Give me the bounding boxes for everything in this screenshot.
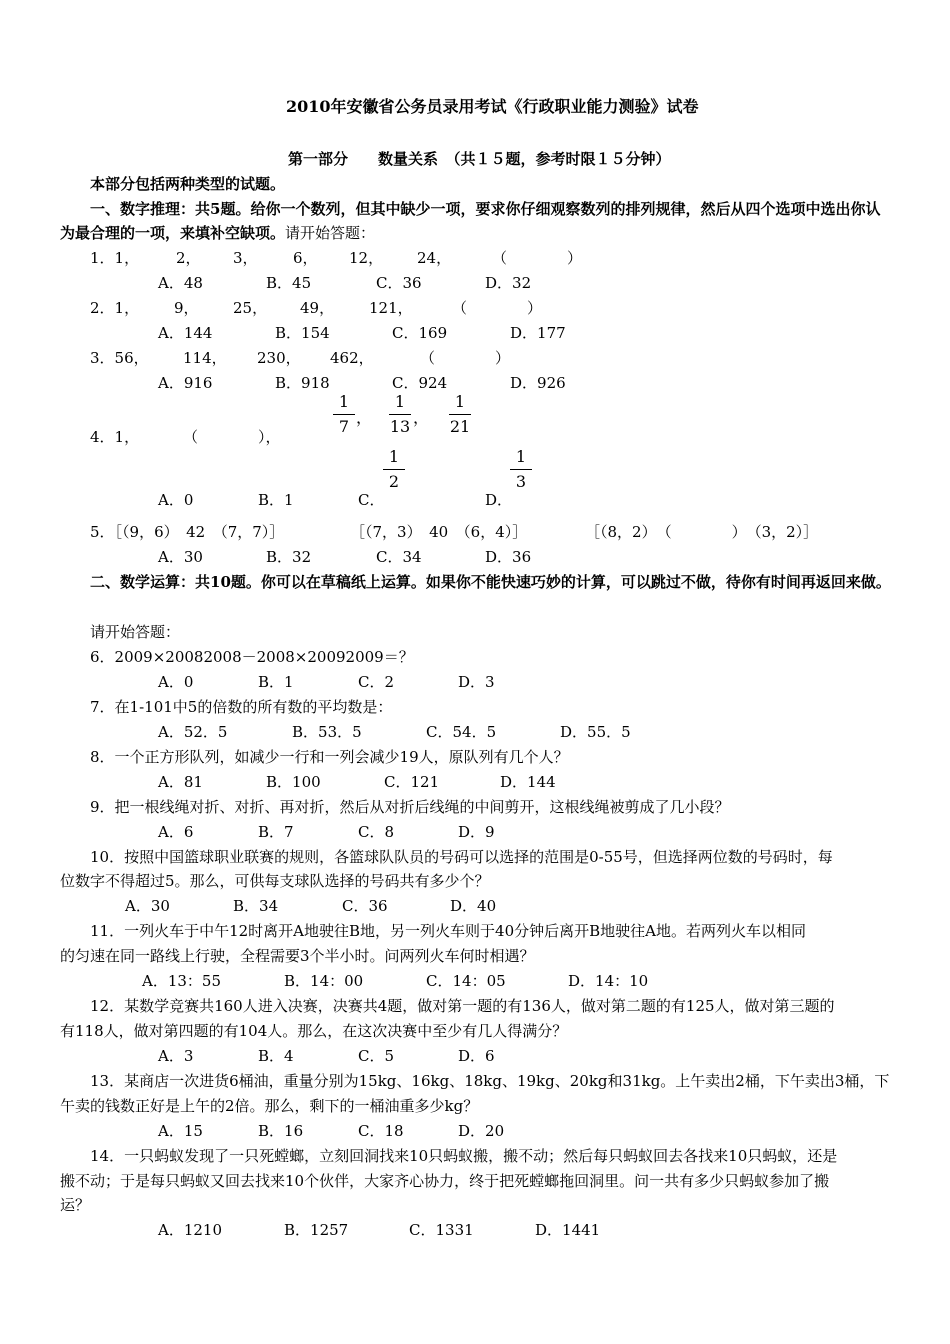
- q13-option-d: D．20: [458, 1122, 505, 1140]
- q3-option-c: C．924: [392, 374, 448, 392]
- q9-option-a: A．6: [158, 823, 194, 841]
- q14-option-d: D．1441: [535, 1221, 601, 1239]
- q7-option-c: C．54．5: [426, 723, 497, 741]
- q10-option-d: D．40: [450, 897, 497, 915]
- q14-line-1: 14．一只蚂蚁发现了一只死螳螂，立刻回洞找来10只蚂蚁搬，搬不动；然后每只蚂蚁回去各找来10只蚂蚁，还是: [90, 1147, 838, 1165]
- q4-term-1: 4．1，: [90, 428, 140, 446]
- q11-line-1: 11．一列火车于中午12时离开A地驶往B地，另一列火车则于40分钟后离开B地驶往A地。若两列火车以相同: [90, 922, 806, 940]
- q11-option-b: B．14：00: [284, 972, 364, 990]
- section1-heading-bold: 一、数字推理：共5题。给你一个数列，但其中缺少一项，要求你仔细观察数列的排列规律，然后从四个选项中选出你认为最合理的一项，来填补空缺项。: [60, 200, 881, 242]
- page-title: 2010年安徽省公务员录用考试《行政职业能力测验》试卷: [286, 97, 699, 116]
- q12-option-c: C．5: [358, 1047, 395, 1065]
- q14-option-b: B．1257: [284, 1221, 349, 1239]
- q13-option-c: C．18: [358, 1122, 404, 1140]
- section1-heading-normal: 请开始答题：: [285, 224, 376, 242]
- q11-option-d: D．14：10: [568, 972, 649, 990]
- q10-option-b: B．34: [233, 897, 279, 915]
- q2-term-3: 25，: [233, 299, 268, 317]
- q4-option-d-numerator: 1: [510, 448, 532, 470]
- q3-term-3: 230，: [257, 349, 301, 367]
- q4-option-b: B．1: [258, 491, 294, 509]
- q2-term-1: 2．1，: [90, 299, 140, 317]
- part-heading: 第一部分 数量关系 （共１５题，参考时限１５分钟）: [288, 150, 671, 168]
- q2-option-c: C．169: [392, 324, 448, 342]
- q4-fraction-3-numerator: 1: [449, 393, 471, 415]
- part-intro: 本部分包括两种类型的试题。: [90, 175, 286, 193]
- section1-heading: [60, 197, 894, 245]
- q13-option-a: A．15: [158, 1122, 203, 1140]
- q2-option-a: A．144: [158, 324, 213, 342]
- q2-blank: （ ）: [452, 299, 543, 317]
- q4-option-d-denominator: 3: [515, 472, 527, 491]
- q1-term-6: 24，: [417, 249, 452, 267]
- q3-blank: （ ）: [420, 349, 511, 367]
- q4-option-d-fraction: [510, 448, 532, 491]
- q13-option-b: B．16: [258, 1122, 304, 1140]
- q14-option-a: A．1210: [158, 1221, 223, 1239]
- q6-text: 6．2009×20082008－2008×20092009＝？: [90, 648, 414, 666]
- q8-option-b: B．100: [266, 773, 321, 791]
- q3-term-4: 462，: [330, 349, 374, 367]
- q1-option-c: C．36: [376, 274, 422, 292]
- q10-line-2: 位数字不得超过5。那么，可供每支球队选择的号码共有多少个？: [60, 872, 490, 890]
- q10-line-1: 10．按照中国篮球职业联赛的规则，各篮球队队员的号码可以选择的范围是0-55号，但选择两位数的号码时，每: [90, 848, 833, 866]
- q3-term-1: 3．56，: [90, 349, 149, 367]
- q1-term-4: 6，: [293, 249, 318, 267]
- q1-option-b: B．45: [266, 274, 312, 292]
- q4-fraction-3-denominator: 21: [449, 417, 471, 436]
- q5-group-3: ［（8，2） （ ） （3，2）］: [585, 523, 819, 541]
- q3-term-2: 114，: [183, 349, 227, 367]
- q2-option-b: B．154: [275, 324, 330, 342]
- q5-option-a: A．30: [158, 548, 203, 566]
- q4-option-d: D．: [485, 491, 513, 509]
- q6-option-d: D．3: [458, 673, 495, 691]
- q4-fraction-2-numerator: 1: [389, 393, 411, 415]
- q6-option-c: C．2: [358, 673, 395, 691]
- q5-option-b: B．32: [266, 548, 312, 566]
- q14-line-2: 搬不动；于是每只蚂蚁又回去找来10个伙伴，大家齐心协力，终于把死螳螂拖回洞里。问一共有多少只蚂蚁参加了搬: [60, 1172, 830, 1190]
- q8-option-c: C．121: [384, 773, 440, 791]
- q3-option-d: D．926: [510, 374, 566, 392]
- q2-term-4: 49，: [300, 299, 335, 317]
- q1-term-1: 1．1，: [90, 249, 140, 267]
- q3-option-b: B．918: [275, 374, 330, 392]
- q4-option-a: A．0: [158, 491, 194, 509]
- q4-option-c: C．: [358, 491, 385, 509]
- q11-option-a: A．13：55: [142, 972, 222, 990]
- q1-term-3: 3，: [233, 249, 258, 267]
- q1-option-a: A．48: [158, 274, 203, 292]
- q6-option-b: B．1: [258, 673, 294, 691]
- q4-comma-2: ，: [413, 408, 430, 427]
- q10-option-a: A．30: [125, 897, 170, 915]
- q7-text: 7．在1-101中5的倍数的所有数的平均数是：: [90, 698, 393, 716]
- q12-line-2: 有118人，做对第四题的有104人。那么，在这次决赛中至少有几人得满分？: [60, 1022, 568, 1040]
- q13-line-1: 13．某商店一次进货6桶油，重量分别为15kg、16kg、18kg、19kg、20kg和31kg。上午卖出2桶，下午卖出3桶，下: [90, 1072, 890, 1090]
- q4-blank: （ ），: [183, 428, 281, 446]
- q5-option-c: C．34: [376, 548, 422, 566]
- q1-blank: （ ）: [492, 249, 583, 267]
- q8-option-a: A．81: [158, 773, 203, 791]
- q4-option-c-numerator: 1: [383, 448, 405, 470]
- q4-fraction-2-denominator: 13: [389, 417, 411, 436]
- q1-option-d: D．32: [485, 274, 532, 292]
- q4-fraction-2: [389, 393, 411, 436]
- q4-option-c-denominator: 2: [388, 472, 400, 491]
- q12-option-a: A．3: [158, 1047, 194, 1065]
- q8-text: 8．一个正方形队列，如减少一行和一列会减少19人，原队列有几个人？: [90, 748, 569, 766]
- q5-group-1: 5．［（9，6） 42 （7，7）］: [90, 523, 285, 541]
- q13-line-2: 午卖的钱数正好是上午的2倍。那么，剩下的一桶油重多少kg？: [60, 1097, 479, 1115]
- q12-option-d: D．6: [458, 1047, 495, 1065]
- q12-option-b: B．4: [258, 1047, 294, 1065]
- q8-option-d: D．144: [500, 773, 556, 791]
- q9-option-c: C．8: [358, 823, 395, 841]
- q4-fraction-1-denominator: 7: [338, 417, 350, 436]
- q12-line-1: 12．某数学竞赛共160人进入决赛，决赛共4题，做对第一题的有136人，做对第二题的有125人，做对第三题的: [90, 997, 835, 1015]
- q14-option-c: C．1331: [409, 1221, 474, 1239]
- q6-option-a: A．0: [158, 673, 194, 691]
- q4-fraction-1-numerator: 1: [333, 393, 355, 415]
- q9-option-d: D．9: [458, 823, 495, 841]
- q2-option-d: D．177: [510, 324, 566, 342]
- q9-option-b: B．7: [258, 823, 294, 841]
- q2-term-5: 121，: [369, 299, 413, 317]
- q4-fraction-3: [449, 393, 471, 436]
- q7-option-d: D．55．5: [560, 723, 631, 741]
- section2-start: 请开始答题：: [90, 623, 181, 641]
- q7-option-b: B．53．5: [292, 723, 362, 741]
- q11-option-c: C．14：05: [426, 972, 506, 990]
- q11-line-2: 的匀速在同一路线上行驶，全程需要3个半小时。问两列火车何时相遇？: [60, 947, 535, 965]
- q4-comma-1: ，: [356, 408, 373, 427]
- q9-text: 9．把一根线绳对折、对折、再对折，然后从对折后线绳的中间剪开，这根线绳被剪成了几小段？: [90, 798, 730, 816]
- q2-term-2: 9，: [174, 299, 199, 317]
- section2-heading: 二、数学运算：共10题。你可以在草稿纸上运算。如果你不能快速巧妙的计算，可以跳过不做，待你有时间再返回来做。: [90, 573, 891, 591]
- q7-option-a: A．52．5: [158, 723, 228, 741]
- q3-option-a: A．916: [158, 374, 213, 392]
- q1-term-2: 2，: [176, 249, 201, 267]
- q1-term-5: 12，: [349, 249, 384, 267]
- q5-group-2: ［（7，3） 40 （6，4）］: [350, 523, 528, 541]
- q14-line-3: 运？: [60, 1196, 91, 1214]
- q10-option-c: C．36: [342, 897, 388, 915]
- q4-fraction-1: [333, 393, 355, 436]
- q5-option-d: D．36: [485, 548, 532, 566]
- q4-option-c-fraction: [383, 448, 405, 491]
